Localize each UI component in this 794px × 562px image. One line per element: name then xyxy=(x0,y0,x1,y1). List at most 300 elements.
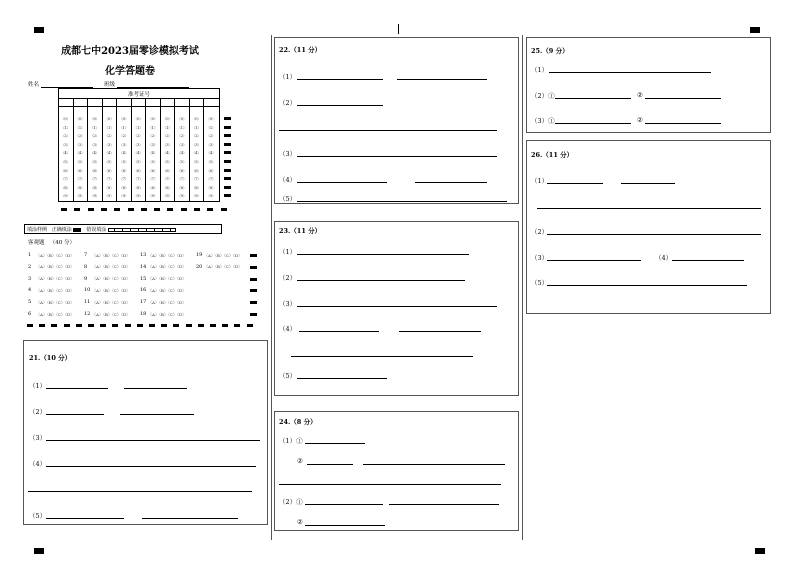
ticket-bubble[interactable]: 〈2〉 xyxy=(119,134,129,139)
q24-part2[interactable] xyxy=(279,497,303,506)
timing-dash xyxy=(167,208,173,211)
ticket-bubble[interactable]: 〈6〉 xyxy=(75,168,85,173)
q25-part1[interactable] xyxy=(531,65,548,74)
timing-dash xyxy=(234,324,240,327)
column-divider-2 xyxy=(522,35,523,540)
ticket-bubble[interactable]: 〈0〉 xyxy=(119,117,129,121)
ticket-bubble[interactable]: 〈9〉 xyxy=(104,194,114,199)
ticket-bubble[interactable]: 〈2〉 xyxy=(75,134,85,139)
q22-line-2b[interactable] xyxy=(279,130,497,131)
ticket-bubble[interactable]: 〈4〉 xyxy=(61,151,70,156)
q25-answer-box xyxy=(526,37,771,133)
timing-dash xyxy=(88,208,94,211)
q21-line-1a[interactable] xyxy=(46,388,108,389)
ticket-bubble[interactable]: 〈5〉 xyxy=(75,160,85,164)
q24-heading: 24.（8 分） xyxy=(279,418,317,426)
mcq-question-number: 5 xyxy=(28,299,32,306)
ticket-bubble[interactable]: 〈1〉 xyxy=(75,125,85,130)
timing-dash xyxy=(39,324,45,327)
ticket-bubble[interactable]: 〈0〉 xyxy=(148,117,158,121)
mcq-timing-mark xyxy=(250,289,257,292)
ticket-bubble[interactable]: 〈9〉 xyxy=(61,194,70,199)
timing-dash xyxy=(181,208,187,211)
ticket-bubble[interactable]: 〈9〉 xyxy=(119,194,129,199)
mcq-option-bubbles[interactable]: 〈A〉〈B〉〈C〉〈D〉 xyxy=(92,276,131,282)
ticket-bubble[interactable]: 〈7〉 xyxy=(61,177,70,182)
timing-dash xyxy=(27,324,33,327)
q24-line-2b[interactable] xyxy=(389,504,499,505)
timing-dash xyxy=(112,324,118,327)
q21-line-4b[interactable] xyxy=(28,491,252,492)
q21-part4-label: （4） xyxy=(29,460,47,468)
q22-part3-label: （3） xyxy=(279,150,297,158)
ticket-bubble[interactable]: 〈9〉 xyxy=(75,194,85,199)
q25-part3[interactable] xyxy=(531,116,555,125)
ticket-bubble[interactable]: 〈2〉 xyxy=(133,134,143,139)
ticket-bubble[interactable]: 〈5〉 xyxy=(104,160,114,164)
ticket-bubble[interactable]: 〈2〉 xyxy=(177,134,187,139)
mcq-option-bubbles[interactable]: 〈A〉〈B〉〈C〉〈D〉 xyxy=(148,276,187,282)
ticket-bubble[interactable]: 〈1〉 xyxy=(191,125,201,130)
q21-line-3[interactable] xyxy=(46,440,260,441)
ticket-bubble[interactable]: 〈6〉 xyxy=(90,168,99,173)
ticket-bubble[interactable]: 〈6〉 xyxy=(133,168,143,173)
q21-line-2b[interactable] xyxy=(120,414,194,415)
ticket-bubble[interactable]: 〈4〉 xyxy=(75,151,85,156)
timing-dash xyxy=(88,324,94,327)
ticket-bubble[interactable]: 〈5〉 xyxy=(148,160,158,164)
q21-part3[interactable] xyxy=(29,433,46,442)
q22-line-3[interactable] xyxy=(297,156,497,157)
q26-answer-box xyxy=(526,140,771,314)
mcq-option-bubbles[interactable]: 〈A〉〈B〉〈C〉〈D〉 xyxy=(92,287,131,293)
ticket-bubble[interactable]: 〈7〉 xyxy=(191,177,201,182)
timing-dash xyxy=(161,324,167,327)
q22-line-1a[interactable] xyxy=(297,79,383,80)
ticket-bubble[interactable]: 〈8〉 xyxy=(104,185,114,190)
mcq-question-number: 4 xyxy=(28,287,32,294)
ticket-bubble[interactable]: 〈7〉 xyxy=(104,177,114,182)
q25-part2b-label: ② xyxy=(637,91,643,99)
q25-line-1[interactable] xyxy=(549,72,711,73)
ticket-bubble[interactable]: 〈6〉 xyxy=(61,168,70,173)
q22-part1-label: （1） xyxy=(279,73,297,81)
mcq-question-number: 1 xyxy=(28,252,32,258)
q23-part2[interactable] xyxy=(279,273,296,282)
class-field[interactable] xyxy=(104,80,189,88)
q22-heading: 22.（11 分） xyxy=(279,46,322,54)
ticket-bubble[interactable]: 〈3〉 xyxy=(61,142,70,147)
q22-answer-box xyxy=(274,37,519,204)
q25-part3b[interactable] xyxy=(637,116,643,124)
timing-mark xyxy=(224,194,231,197)
mcq-timing-mark xyxy=(250,313,257,316)
paper-subtitle: 化学答题卷 xyxy=(105,66,155,77)
q24-line-1[interactable] xyxy=(305,443,365,444)
q21-part2-label: （2） xyxy=(29,408,47,416)
ticket-bubble[interactable]: 〈9〉 xyxy=(206,194,216,199)
q25-part3-label: （3）① xyxy=(531,117,555,125)
mcq-option-bubbles[interactable]: 〈A〉〈B〉〈C〉〈D〉 xyxy=(36,287,75,293)
ticket-bubble[interactable]: 〈1〉 xyxy=(119,125,129,130)
ticket-bubble[interactable]: 〈4〉 xyxy=(133,151,143,156)
q26-part4-label: （5） xyxy=(531,279,549,287)
ticket-bubble[interactable]: 〈8〉 xyxy=(119,185,129,190)
name-underline xyxy=(41,81,93,88)
ticket-bubble[interactable]: 〈7〉 xyxy=(75,177,85,182)
mcq-timing-mark xyxy=(250,301,257,304)
q26-line-4[interactable] xyxy=(547,285,747,286)
ticket-bubble[interactable]: 〈2〉 xyxy=(191,134,201,139)
q26-line-1b[interactable] xyxy=(621,183,675,184)
ticket-bubble[interactable]: 〈8〉 xyxy=(206,185,216,190)
q26-line-1a[interactable] xyxy=(547,183,603,184)
ticket-bubble[interactable]: 〈8〉 xyxy=(75,185,85,190)
mcq-option-bubbles[interactable]: 〈A〉〈B〉〈C〉〈D〉 xyxy=(148,252,187,258)
ticket-bubble[interactable]: 〈7〉 xyxy=(90,177,99,182)
ticket-bubble[interactable]: 〈1〉 xyxy=(177,125,187,130)
q22-line-4b[interactable] xyxy=(415,182,487,183)
mcq-question-number: 14 xyxy=(140,263,147,270)
ticket-bubble[interactable]: 〈0〉 xyxy=(75,117,85,121)
ticket-bubble[interactable]: 〈5〉 xyxy=(162,160,172,164)
fill-legend-correct: 正确填涂 xyxy=(51,227,72,233)
mcq-question-number: 15 xyxy=(140,275,147,282)
q23-line-4c[interactable] xyxy=(291,356,473,357)
q21-part1[interactable] xyxy=(29,381,46,390)
q22-line-4[interactable] xyxy=(297,182,387,183)
ticket-bubble[interactable]: 〈0〉 xyxy=(90,117,99,121)
q23-line-5[interactable] xyxy=(297,378,387,379)
q23-line-4a[interactable] xyxy=(299,331,379,332)
mcq-option-bubbles[interactable]: 〈A〉〈B〉〈C〉〈D〉 xyxy=(36,276,75,282)
ticket-bubble[interactable]: 〈2〉 xyxy=(61,134,70,139)
q23-part1[interactable] xyxy=(279,247,296,256)
ticket-bubble[interactable]: 〈3〉 xyxy=(104,142,114,147)
ticket-bubble[interactable]: 〈9〉 xyxy=(148,194,158,199)
ticket-bubble[interactable]: 〈2〉 xyxy=(162,134,172,139)
mcq-question-number: 10 xyxy=(84,287,91,294)
ticket-bubble[interactable]: 〈6〉 xyxy=(206,168,216,173)
q26-part4[interactable] xyxy=(531,278,548,287)
q26-line-1c[interactable] xyxy=(537,208,761,209)
q24-part1b-label: ② xyxy=(297,457,303,465)
mcq-option-bubbles[interactable]: 〈A〉〈B〉〈C〉〈D〉 xyxy=(92,264,131,270)
q24-line-1b-b[interactable] xyxy=(363,464,505,465)
mcq-question-number: 12 xyxy=(84,311,91,317)
exam-title: 成都七中2023届零诊模拟考试 xyxy=(61,46,199,57)
ticket-bubble[interactable]: 〈3〉 xyxy=(119,142,129,147)
timing-dash xyxy=(210,324,216,327)
ticket-bubble[interactable]: 〈4〉 xyxy=(148,151,158,156)
q21-part4[interactable] xyxy=(29,459,46,468)
ticket-bubble[interactable]: 〈3〉 xyxy=(206,142,216,147)
mcq-option-bubbles[interactable]: 〈A〉〈B〉〈C〉〈D〉 xyxy=(36,299,75,305)
ticket-bubble[interactable]: 〈2〉 xyxy=(206,134,216,139)
q26-part2[interactable] xyxy=(531,227,548,236)
ticket-number-grid xyxy=(58,88,220,202)
ticket-bubble[interactable]: 〈6〉 xyxy=(162,168,172,173)
ticket-bubble[interactable]: 〈3〉 xyxy=(162,142,172,147)
fill-legend xyxy=(24,224,222,234)
timing-dash xyxy=(198,324,204,327)
ticket-bubble[interactable]: 〈6〉 xyxy=(119,168,129,173)
q24-part1-label: （1）① xyxy=(279,437,303,445)
q26-heading: 26.（11 分） xyxy=(531,151,574,159)
q26-line-3a[interactable] xyxy=(547,260,641,261)
ticket-bubble[interactable]: 〈3〉 xyxy=(177,142,187,147)
column-divider-1 xyxy=(271,35,272,540)
ticket-bubble[interactable]: 〈9〉 xyxy=(177,194,187,199)
timing-mark xyxy=(224,143,231,146)
ticket-bubble[interactable]: 〈2〉 xyxy=(148,134,158,139)
timing-dash xyxy=(222,324,228,327)
q26-part3b[interactable] xyxy=(655,253,672,262)
timing-mark xyxy=(224,126,231,129)
mcq-option-bubbles[interactable]: 〈A〉〈B〉〈C〉〈D〉 xyxy=(92,311,131,317)
q24-part2b-label: ② xyxy=(297,518,303,526)
ticket-bubble[interactable]: 〈5〉 xyxy=(191,160,201,164)
timing-dash xyxy=(100,324,106,327)
ticket-bubble[interactable]: 〈3〉 xyxy=(148,142,158,147)
q21-part1-label: （1） xyxy=(29,382,47,390)
mcq-question-number: 7 xyxy=(84,252,88,258)
corner-mark-bottom-left xyxy=(34,548,44,554)
timing-dash xyxy=(51,324,57,327)
q25-part2b[interactable] xyxy=(637,91,643,99)
mcq-option-bubbles[interactable]: 〈A〉〈B〉〈C〉〈D〉 xyxy=(148,264,187,270)
q21-line-5b[interactable] xyxy=(142,518,238,519)
ticket-bubble[interactable]: 〈0〉 xyxy=(104,117,114,121)
objective-label: 客观题 xyxy=(28,240,45,246)
q25-line-3a[interactable] xyxy=(555,123,631,124)
mcq-option-bubbles[interactable]: 〈A〉〈B〉〈C〉〈D〉 xyxy=(148,299,187,305)
ticket-bubble[interactable]: 〈9〉 xyxy=(90,194,99,199)
objective-heading xyxy=(28,238,75,246)
ticket-bubble[interactable]: 〈0〉 xyxy=(191,117,201,121)
ticket-bubble[interactable]: 〈7〉 xyxy=(148,177,158,182)
q25-part2[interactable] xyxy=(531,91,555,100)
ticket-bubble[interactable]: 〈4〉 xyxy=(104,151,114,156)
ticket-bubble[interactable]: 〈9〉 xyxy=(191,194,201,199)
q26-line-2[interactable] xyxy=(547,234,761,235)
ticket-bubble[interactable]: 〈2〉 xyxy=(90,134,99,139)
ticket-bubble[interactable]: 〈5〉 xyxy=(61,160,70,164)
q25-heading: 25.（9 分） xyxy=(531,47,569,55)
ticket-bubble[interactable]: 〈1〉 xyxy=(90,125,99,130)
q21-line-5a[interactable] xyxy=(46,518,124,519)
ticket-bubble[interactable]: 〈4〉 xyxy=(177,151,187,156)
ticket-bubble[interactable]: 〈6〉 xyxy=(177,168,187,173)
ticket-bubble[interactable]: 〈5〉 xyxy=(206,160,216,164)
timing-dash xyxy=(247,324,253,327)
q22-part5[interactable] xyxy=(279,194,296,203)
q24-line-1c[interactable] xyxy=(279,484,501,485)
timing-dash xyxy=(74,208,80,211)
q23-line-3[interactable] xyxy=(297,306,497,307)
q25-line-2a[interactable] xyxy=(555,98,631,99)
mcq-timing-mark xyxy=(250,254,257,257)
ticket-bubble[interactable]: 〈2〉 xyxy=(104,134,114,139)
ticket-bubble[interactable]: 〈6〉 xyxy=(148,168,158,173)
ticket-bubble[interactable]: 〈1〉 xyxy=(162,125,172,130)
q23-line-1[interactable] xyxy=(297,254,469,255)
q25-part3b-label: ② xyxy=(637,116,643,124)
q21-line-1b[interactable] xyxy=(124,388,187,389)
q22-part1[interactable] xyxy=(279,72,296,81)
q23-part2-label: （2） xyxy=(279,274,297,282)
ticket-bubble[interactable]: 〈7〉 xyxy=(119,177,129,182)
ticket-bubble[interactable]: 〈7〉 xyxy=(133,177,143,182)
q22-line-1b[interactable] xyxy=(397,79,487,80)
ticket-bubble[interactable]: 〈5〉 xyxy=(177,160,187,164)
mcq-option-bubbles[interactable]: 〈A〉〈B〉〈C〉〈D〉 xyxy=(148,287,187,293)
q21-line-4[interactable] xyxy=(46,466,256,467)
ticket-bubble[interactable]: 〈1〉 xyxy=(206,125,216,130)
q24-part1[interactable] xyxy=(279,436,303,445)
timing-dash xyxy=(149,324,155,327)
q24-line-1b-a[interactable] xyxy=(307,464,353,465)
ticket-bubble[interactable]: 〈9〉 xyxy=(162,194,172,199)
q23-part5[interactable] xyxy=(279,371,296,380)
ticket-bubble[interactable]: 〈4〉 xyxy=(162,151,172,156)
timing-dash xyxy=(186,324,192,327)
q21-answer-box xyxy=(23,340,268,525)
mcq-question-number: 8 xyxy=(84,263,88,270)
ticket-bubble[interactable]: 〈1〉 xyxy=(133,125,143,130)
ticket-bubble[interactable]: 〈3〉 xyxy=(133,142,143,147)
top-center-tick xyxy=(398,24,399,34)
mcq-timing-mark xyxy=(250,266,257,269)
q22-part2-label: （2） xyxy=(279,99,297,107)
ticket-bubble[interactable]: 〈8〉 xyxy=(61,185,70,190)
mcq-timing-mark xyxy=(250,278,257,281)
q21-part5[interactable] xyxy=(29,511,46,520)
timing-dash xyxy=(125,324,131,327)
class-underline xyxy=(117,81,189,88)
q24-line-2c[interactable] xyxy=(305,525,385,526)
ticket-bubble[interactable]: 〈5〉 xyxy=(90,160,99,164)
q24-line-2a[interactable] xyxy=(305,504,383,505)
ticket-bubble[interactable]: 〈8〉 xyxy=(148,185,158,190)
ticket-bubble[interactable]: 〈7〉 xyxy=(206,177,216,182)
mcq-question-number: 11 xyxy=(84,299,91,306)
ticket-bubble[interactable]: 〈1〉 xyxy=(61,125,70,130)
ticket-bubble[interactable]: 〈5〉 xyxy=(119,160,129,164)
ticket-bubble[interactable]: 〈1〉 xyxy=(148,125,158,130)
timing-dash xyxy=(154,208,160,211)
q22-part4-label: （4） xyxy=(279,176,297,184)
mcq-option-bubbles[interactable]: 〈A〉〈B〉〈C〉〈D〉 xyxy=(36,264,75,270)
wrong-sample-icon xyxy=(108,228,176,232)
q26-line-3b[interactable] xyxy=(672,260,744,261)
q23-line-4b[interactable] xyxy=(399,331,481,332)
ticket-label: 准考证号 xyxy=(59,90,219,99)
ticket-bubble[interactable]: 〈0〉 xyxy=(61,117,70,121)
q22-part3[interactable] xyxy=(279,149,296,158)
ticket-bubble[interactable]: 〈8〉 xyxy=(177,185,187,190)
timing-mark xyxy=(224,169,231,172)
ticket-bubble[interactable]: 〈6〉 xyxy=(104,168,114,173)
mcq-option-bubbles[interactable]: 〈A〉〈B〉〈C〉〈D〉 xyxy=(92,252,131,258)
ticket-bubble[interactable]: 〈4〉 xyxy=(206,151,216,156)
ticket-bubble[interactable]: 〈3〉 xyxy=(90,142,99,147)
ticket-bubble[interactable]: 〈8〉 xyxy=(90,185,99,190)
corner-mark-top-left xyxy=(34,27,44,33)
timing-mark xyxy=(224,160,231,163)
ticket-bubble[interactable]: 〈8〉 xyxy=(133,185,143,190)
mcq-question-number: 16 xyxy=(140,287,147,294)
q23-part5-label: （5） xyxy=(279,372,297,380)
q23-heading: 23.（11 分） xyxy=(279,227,322,235)
q22-line-5[interactable] xyxy=(297,201,507,202)
fill-legend-wrong: 错误填涂 xyxy=(86,227,107,233)
q25-line-2b[interactable] xyxy=(645,98,721,99)
q21-part2[interactable] xyxy=(29,407,46,416)
mcq-option-bubbles[interactable]: 〈A〉〈B〉〈C〉〈D〉 xyxy=(92,299,131,305)
q26-part3[interactable] xyxy=(531,253,548,262)
q22-part4[interactable] xyxy=(279,175,296,184)
ticket-bubble[interactable]: 〈9〉 xyxy=(133,194,143,199)
ticket-bubble[interactable]: 〈8〉 xyxy=(162,185,172,190)
q22-part5-label: （5） xyxy=(279,195,297,203)
corner-mark-bottom-right xyxy=(755,548,765,554)
ticket-bubble[interactable]: 〈8〉 xyxy=(191,185,201,190)
mcq-option-bubbles[interactable]: 〈A〉〈B〉〈C〉〈D〉 xyxy=(204,252,243,258)
ticket-bubble[interactable]: 〈4〉 xyxy=(90,151,99,156)
ticket-bubble[interactable]: 〈1〉 xyxy=(104,125,114,130)
ticket-bubble[interactable]: 〈0〉 xyxy=(133,117,143,121)
q25-part2-label: （2）① xyxy=(531,92,555,100)
correct-sample-icon xyxy=(73,228,81,232)
ticket-bubble[interactable]: 〈0〉 xyxy=(162,117,172,121)
q23-line-2[interactable] xyxy=(297,280,465,281)
timing-dash xyxy=(207,208,213,211)
mcq-question-number: 19 xyxy=(196,252,203,258)
mcq-option-bubbles[interactable]: 〈A〉〈B〉〈C〉〈D〉 xyxy=(148,311,187,317)
ticket-bubble[interactable]: 〈7〉 xyxy=(162,177,172,182)
q24-part1b[interactable] xyxy=(297,457,303,465)
name-field[interactable] xyxy=(28,80,93,88)
q21-line-2a[interactable] xyxy=(46,414,104,415)
mcq-option-bubbles[interactable]: 〈A〉〈B〉〈C〉〈D〉 xyxy=(204,264,243,270)
timing-dash xyxy=(173,324,179,327)
mcq-option-bubbles[interactable]: 〈A〉〈B〉〈C〉〈D〉 xyxy=(36,311,75,317)
q23-part4[interactable] xyxy=(279,324,296,333)
ticket-bubble[interactable]: 〈6〉 xyxy=(191,168,201,173)
ticket-bubble[interactable]: 〈5〉 xyxy=(133,160,143,164)
ticket-bubble[interactable]: 〈4〉 xyxy=(191,151,201,156)
q26-part3-label: （3） xyxy=(531,254,549,262)
q22-part2[interactable] xyxy=(279,98,296,107)
ticket-bubble[interactable]: 〈3〉 xyxy=(75,142,85,147)
ticket-bubble[interactable]: 〈0〉 xyxy=(206,117,216,121)
timing-dash xyxy=(221,208,227,211)
q26-part1[interactable] xyxy=(531,176,548,185)
mcq-question-number: 9 xyxy=(84,275,88,282)
mcq-option-bubbles[interactable]: 〈A〉〈B〉〈C〉〈D〉 xyxy=(36,252,75,258)
q23-answer-box xyxy=(274,221,519,396)
ticket-bubble[interactable]: 〈0〉 xyxy=(177,117,187,121)
q25-line-3b[interactable] xyxy=(645,123,721,124)
ticket-bubble[interactable]: 〈4〉 xyxy=(119,151,129,156)
ticket-bubble[interactable]: 〈7〉 xyxy=(177,177,187,182)
q23-part1-label: （1） xyxy=(279,248,297,256)
ticket-bubble[interactable]: 〈3〉 xyxy=(191,142,201,147)
q23-part3[interactable] xyxy=(279,299,296,308)
q22-line-2[interactable] xyxy=(297,105,383,106)
q24-part2b[interactable] xyxy=(297,518,303,526)
